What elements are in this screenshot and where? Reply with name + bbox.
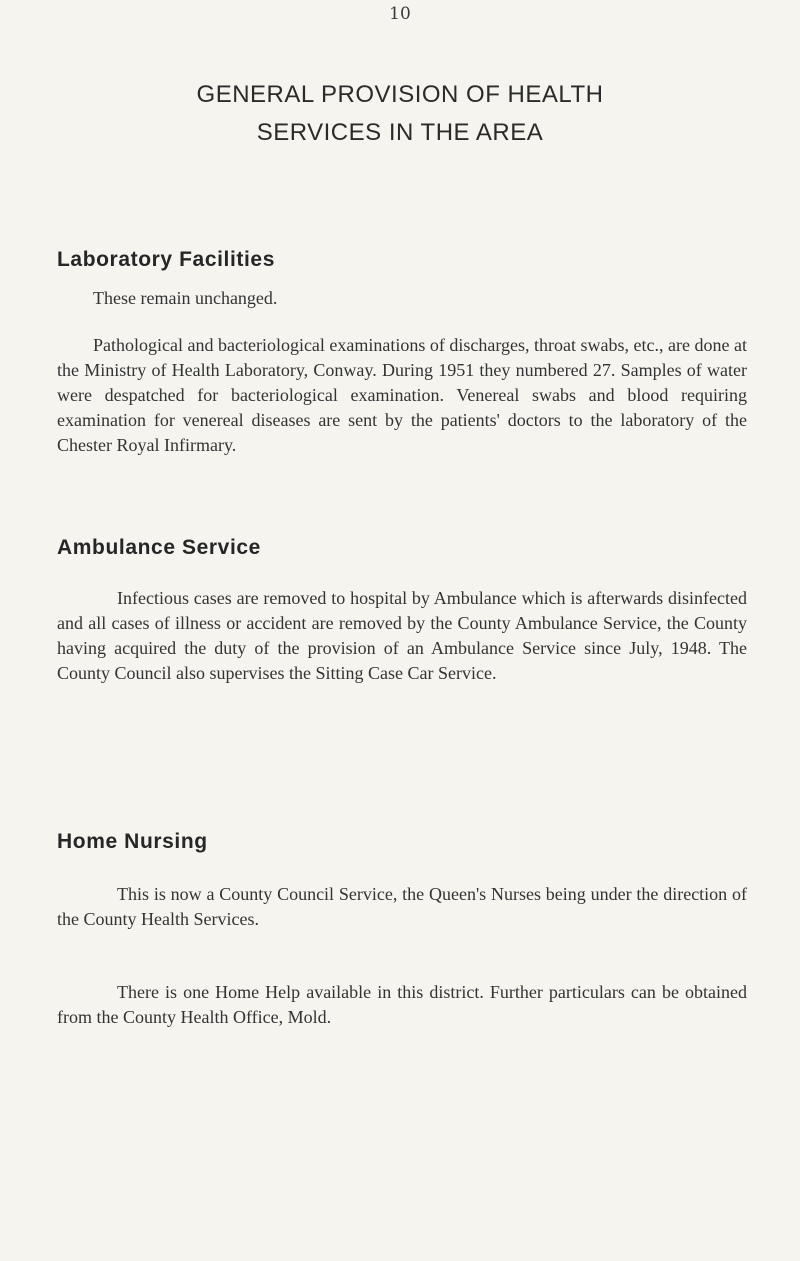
section-heading-ambulance: Ambulance Service	[57, 536, 261, 559]
paragraph-home-help: There is one Home Help available in this district. Further particulars can be obtained from the County Health Office, Mold.	[57, 982, 747, 1027]
page-title-line-2: SERVICES IN THE AREA	[256, 119, 544, 146]
page-number: 10	[389, 4, 411, 24]
paragraph-ambulance: Infectious cases are removed to hospital by Ambulance which is afterwards disinfected and all cases of illness or accident are removed by the County Ambulance Service, the County having acquired the duty of the provision of an Ambulance Service since July, 1948. The County Council also supervises the Sitting Case Car Service.	[57, 588, 747, 683]
paragraph-laboratory-details: Pathological and bacteriological examinations of discharges, throat swabs, etc., are done at the Ministry of Health Laboratory, Conway. During 1951 they numbered 27. Samples of water were despatched for bacteriological examination. Venereal swabs and blood requiring examination for venereal diseases are sent by the patients' doctors to the laboratory of the Chester Royal Infirmary.	[57, 335, 747, 455]
page-title-line-1: GENERAL PROVISION OF HEALTH	[196, 81, 604, 108]
section-heading-home-nursing: Home Nursing	[57, 830, 208, 853]
page-title	[0, 76, 800, 152]
paragraph-laboratory-intro: These remain unchanged.	[93, 288, 278, 308]
section-heading-laboratory: Laboratory Facilities	[57, 248, 275, 271]
paragraph-home-nursing: This is now a County Council Service, the Queen's Nurses being under the direction of the County Health Services.	[57, 884, 747, 929]
